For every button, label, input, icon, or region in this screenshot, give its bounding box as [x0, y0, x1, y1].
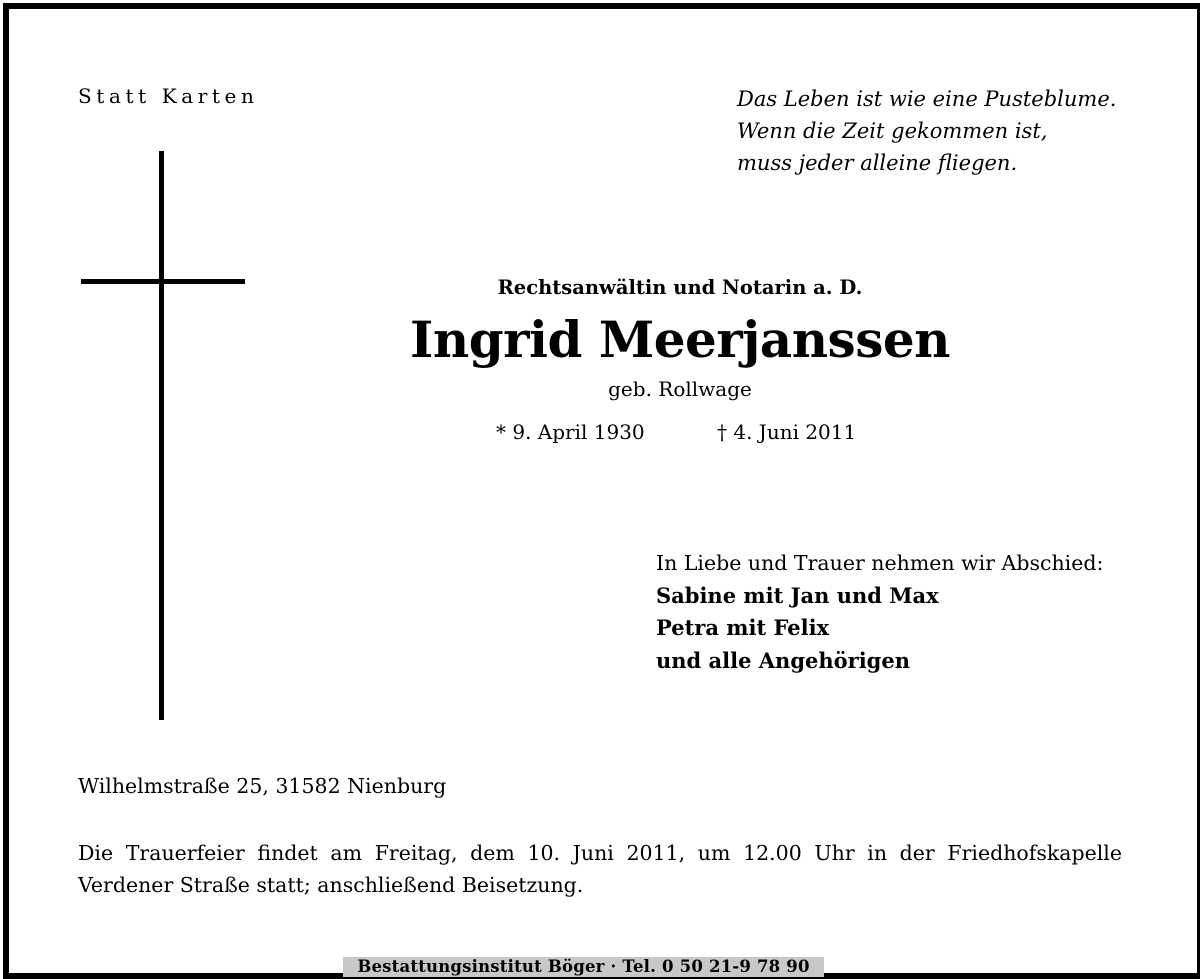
mourner-line: Petra mit Felix — [656, 615, 830, 640]
death-date: † 4. Juni 2011 — [717, 420, 857, 444]
address-line: Wilhelmstraße 25, 31582 Nienburg — [78, 774, 447, 798]
funeral-service-text — [78, 838, 1122, 901]
birth-date: * 9. April 1930 — [496, 420, 645, 444]
motto-line: muss jeder alleine fliegen. — [737, 151, 1018, 175]
cross-vertical-bar — [159, 151, 164, 720]
mourner-line: Sabine mit Jan und Max — [656, 582, 939, 608]
motto-line: Wenn die Zeit gekommen ist, — [737, 119, 1048, 143]
service-line: Die Trauerfeier findet am Freitag, dem 10. Juni 2011, um 12.00 Uhr in der Friedhofskapelle — [78, 841, 1122, 865]
service-line: Verdener Straße statt; anschließend Beisetzung. — [78, 872, 584, 897]
deceased-name: Ingrid Meerjanssen — [409, 310, 951, 369]
motto-line: Das Leben ist wie eine Pusteblume. — [737, 87, 1117, 111]
mourner-line: und alle Angehörigen — [656, 647, 910, 673]
statt-karten-label: Statt Karten — [78, 84, 259, 108]
maiden-name: geb. Rollwage — [608, 377, 752, 401]
motto-quote — [737, 83, 1116, 179]
mourners-intro: In Liebe und Trauer nehmen wir Abschied: — [656, 551, 1104, 575]
funeral-home-footer: Bestattungsinstitut Böger · Tel. 0 50 21-9 78 90 — [343, 957, 824, 977]
cross-horizontal-bar — [81, 279, 245, 284]
mourners-block — [656, 547, 1103, 677]
profession-title: Rechtsanwältin und Notarin a. D. — [497, 276, 863, 299]
